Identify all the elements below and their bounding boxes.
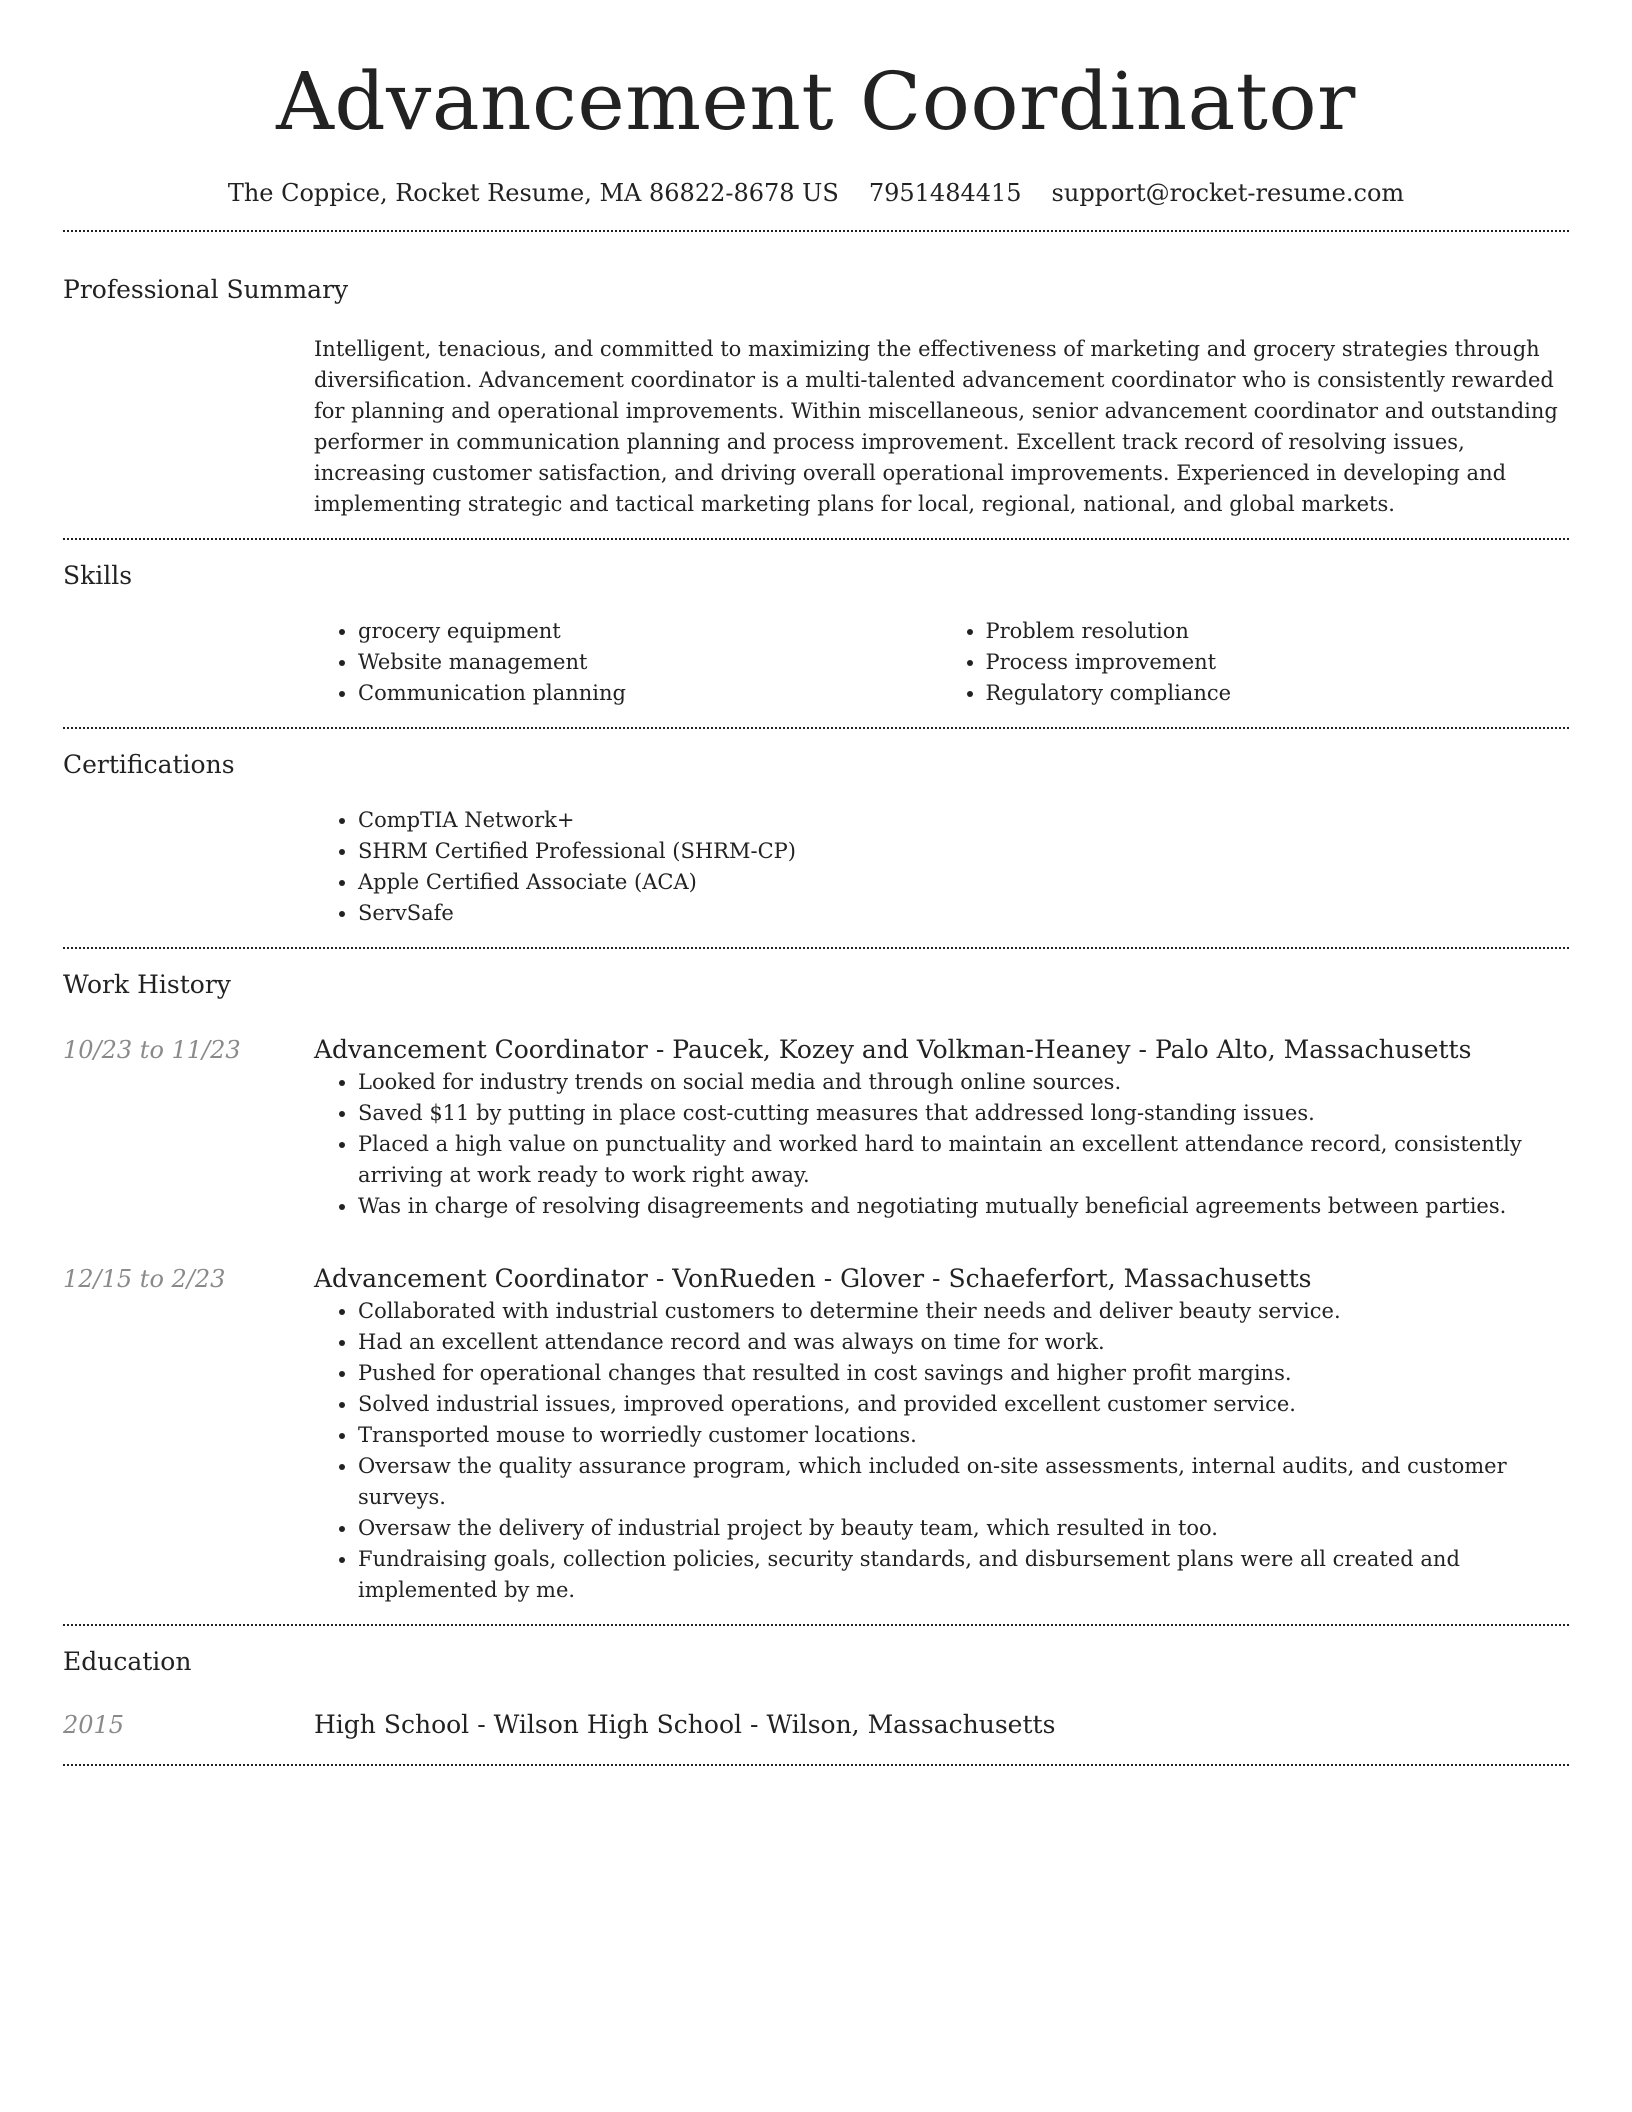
certifications-section [63,729,1569,947]
skills-title: Skills [63,561,133,590]
job-bullets [314,1067,1569,1222]
education-location: Wilson, Massachusetts [766,1710,1056,1739]
job-location: Schaeferfort, Massachusetts [948,1264,1312,1293]
education-entry [63,1708,1569,1742]
education-separator: - [750,1710,759,1739]
contact-phone: 7951484415 [868,179,1022,207]
education-heading [314,1708,1569,1742]
contact-email: support@rocket-resume.com [1051,179,1405,207]
certification-item: • ServSafe [358,898,1569,929]
job-location: Palo Alto, Massachusetts [1154,1035,1472,1064]
job-separator: - [1138,1035,1147,1064]
job-heading [314,1262,1569,1296]
summary-text: Intelligent, tenacious, and committed to maximizing the effectiveness of marketing and grocery strategies through diversification. Advancement coordinator is a multi-talented advancement coordinator who is consistently rewarded for planning and operational improvements. Within miscellaneous, senior advancement coordinator and outstanding performer in communication planning and process improvement. Excellent track record of resolving issues, increasing customer satisfaction, and driving overall operational improvements. Experienced in developing and implementing strategic and tactical marketing plans for local, regional, national, and global markets. [314,337,1558,516]
skill-item: • Website management [358,647,942,678]
job-company: VonRueden - Glover [672,1264,925,1293]
education-year: 2015 [63,1711,125,1739]
work-history-title: Work History [63,970,231,999]
job-role: Advancement Coordinator [314,1264,648,1293]
job-dates: 10/23 to 11/23 [63,1036,241,1064]
section-divider [63,1764,1569,1766]
skills-list-right [942,616,1570,709]
resume-name: Advancement Coordinator [276,55,1356,148]
education-school: Wilson High School [493,1710,742,1739]
job-separator: - [655,1035,665,1064]
job-bullet: • Saved $11 by putting in place cost-cutting measures that addressed long-standing issues. [358,1098,1569,1129]
job-entry [63,1262,1569,1606]
skill-item: • Communication planning [358,678,942,709]
job-separator: - [655,1264,665,1293]
job-entry [63,1033,1569,1222]
job-dates: 12/15 to 2/23 [63,1265,226,1293]
summary-title: Professional Summary [63,275,349,304]
skills-list-left [314,616,942,709]
job-bullet: • Solved industrial issues, improved operations, and provided excellent customer service. [358,1389,1569,1420]
job-bullet: • Pushed for operational changes that resulted in cost savings and higher profit margins. [358,1358,1569,1389]
contact-line [63,176,1569,210]
certification-item: • CompTIA Network+ [358,805,1569,836]
skill-item: • Problem resolution [986,616,1570,647]
education-degree: High School [314,1710,470,1739]
job-bullets [314,1296,1569,1606]
education-section [63,1626,1569,1764]
job-bullet: • Looked for industry trends on social media and through online sources. [358,1067,1569,1098]
certifications-title: Certifications [63,750,235,779]
job-bullet: • Had an excellent attendance record and was always on time for work. [358,1327,1569,1358]
education-separator: - [477,1710,486,1739]
job-bullet: • Oversaw the delivery of industrial project by beauty team, which resulted in too. [358,1513,1569,1544]
job-heading [314,1033,1569,1067]
job-bullet: • Oversaw the quality assurance program, which included on-site assessments, internal audits, and customer surveys. [358,1451,1569,1513]
job-bullet: • Fundraising goals, collection policies, security standards, and disbursement plans were all created and implemented by me. [358,1544,1569,1606]
work-history-section [63,949,1569,1624]
certification-item: • Apple Certified Associate (ACA) [358,867,1569,898]
skill-item: • Process improvement [986,647,1570,678]
certifications-list [314,805,1569,929]
job-separator: - [932,1264,941,1293]
education-title: Education [63,1647,192,1676]
contact-address: The Coppice, Rocket Resume, MA 86822-8678 US [227,179,839,207]
skill-item: • grocery equipment [358,616,942,647]
job-bullet: • Collaborated with industrial customers to determine their needs and deliver beauty service. [358,1296,1569,1327]
job-bullet: • Placed a high value on punctuality and worked hard to maintain an excellent attendance record, consistently arriving at work ready to work right away. [358,1129,1569,1191]
job-company: Paucek, Kozey and Volkman-Heaney [672,1035,1131,1064]
job-role: Advancement Coordinator [314,1035,648,1064]
skill-item: • Regulatory compliance [986,678,1570,709]
skills-section [63,540,1569,727]
certification-item: • SHRM Certified Professional (SHRM-CP) [358,836,1569,867]
job-bullet: • Transported mouse to worriedly customer locations. [358,1420,1569,1451]
summary-section [63,232,1569,538]
job-bullet: • Was in charge of resolving disagreements and negotiating mutually beneficial agreements between parties. [358,1191,1569,1222]
